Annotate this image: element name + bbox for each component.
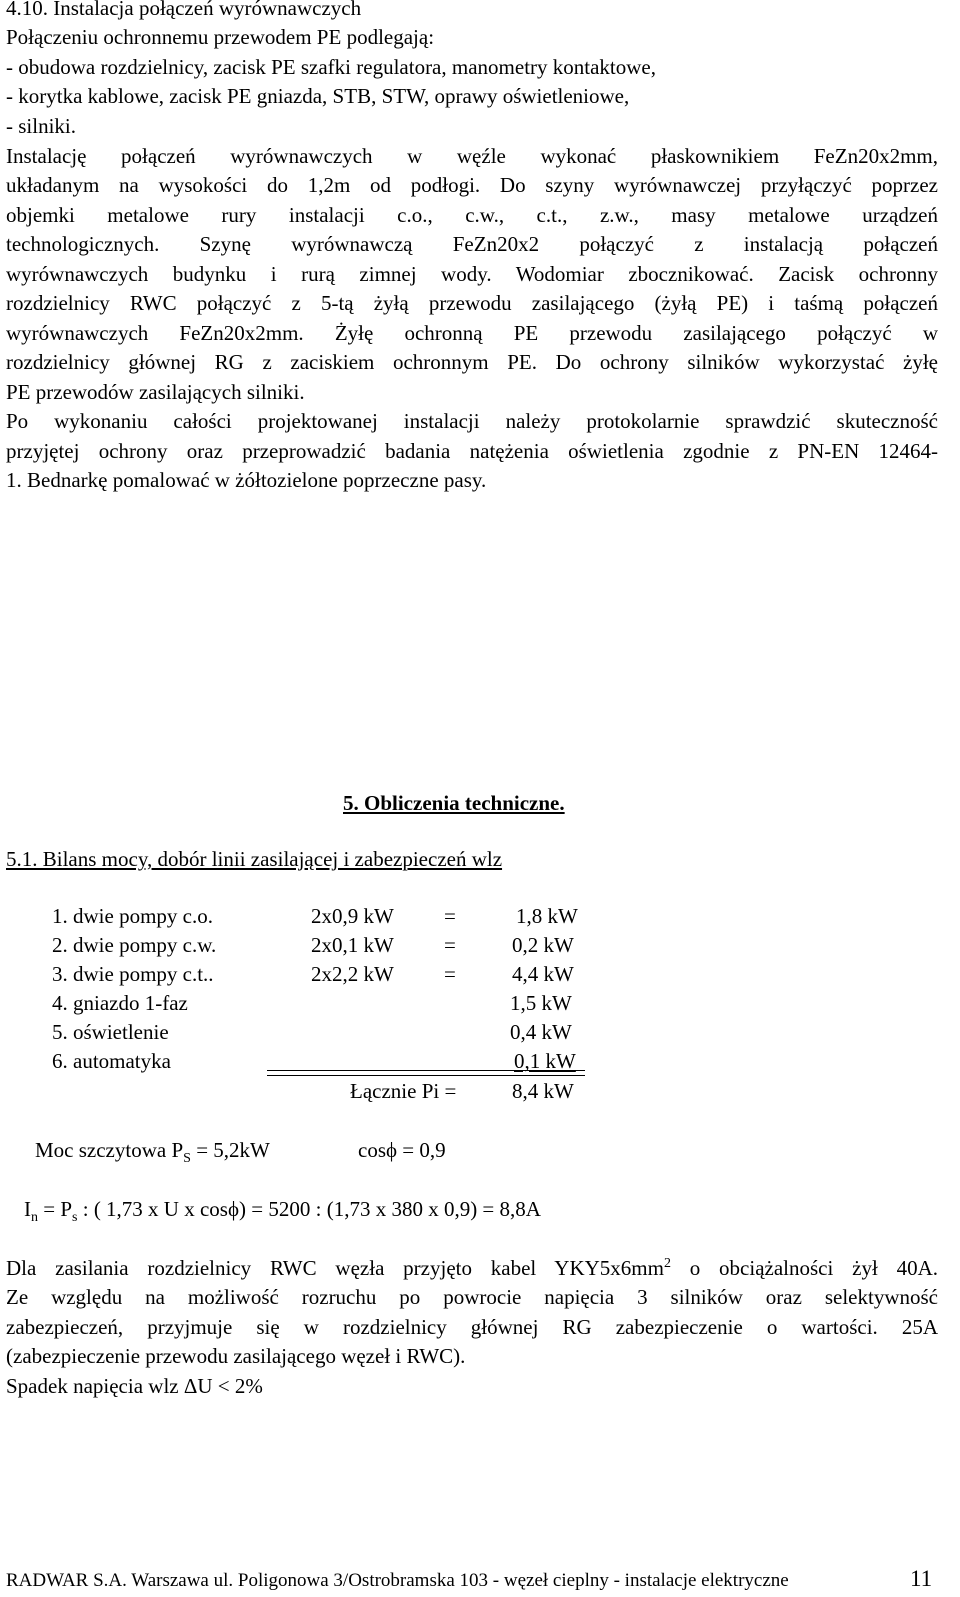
current-formula [24,1197,541,1226]
cable-after: o obciążalności żył 40A. [670,1256,938,1280]
paragraph-line: zabezpieczeń, przyjmuje się w rozdzielnicy głównej RG zabezpieczenie o wartości. 25A [6,1315,938,1339]
paragraph-line: wyrównawczych FeZn20x2mm. Żyłę ochronną PE przewodu zasilającego połączyć w [6,321,938,345]
paragraph-line: wyrównawczych budynku i rurą zimnej wody. Wodomiar zbocznikować. Zacisk ochronny [6,262,938,286]
item-value: 1,5 kW [510,991,572,1015]
item-value: 0,1 kW [514,1049,576,1073]
item-name: 4. gniazdo 1-faz [52,991,188,1015]
intro-text [6,25,434,50]
paragraph-line: Po wykonaniu całości projektowanej instalacji należy protokolarnie sprawdzić skuteczność [6,409,938,433]
item-formula: 2x2,2 kW [311,962,394,986]
item-value: 1,8 kW [516,904,578,928]
item-eq: = [444,904,456,928]
total-value: 8,4 kW [512,1079,574,1103]
paragraph-line: (zabezpieczenie przewodu zasilającego węzeł i RWC). [6,1344,466,1368]
paragraph-line: Instalację połączeń wyrównawczych w węźle wykonać płaskownikiem FeZn20x2mm, [6,144,938,168]
item-value: 0,2 kW [512,933,574,957]
peak-value: = 5,2kW [190,1138,270,1162]
peak-power [35,1138,270,1167]
current-p-sub: s [72,1210,78,1226]
paragraph-line: 1. Bednarkę pomalować w żółtozielone poprzeczne pasy. [6,468,487,492]
item-formula: 2x0,1 kW [311,933,394,957]
item-eq: = [444,933,456,957]
item-name: 2. dwie pompy c.w. [52,933,217,957]
cable-sup: 2 [663,1256,671,1271]
total-label: Łącznie Pi = [350,1079,457,1103]
item-formula: 2x0,9 kW [311,904,394,928]
cable-line [6,1256,938,1281]
paragraph-line: rozdzielnicy RWC połączyć z 5-tą żyłą przewodu zasilającego (żyłą PE) i taśmą połączeń [6,291,938,315]
voltage-drop: Spadek napięcia wlz ΔU < 2% [6,1374,263,1398]
bullet-item: - silniki. [6,114,77,138]
item-value: 4,4 kW [512,962,574,986]
paragraph-line: Ze względu na możliwość rozruchu po powrocie napięcia 3 silników oraz selektywność [6,1285,938,1309]
item-eq: = [444,962,456,986]
bullet-item: - obudowa rozdzielnicy, zacisk PE szafki regulatora, manometry kontaktowe, [6,55,656,79]
item-name: 1. dwie pompy c.o. [52,904,213,928]
peak-label: Moc szczytowa P [35,1138,184,1162]
paragraph-line: objemki metalowe rury instalacji c.o., c.w., c.t., z.w., masy metalowe urządzeń [6,203,938,227]
current-mid: = P [38,1197,73,1221]
item-name: 6. automatyka [52,1049,171,1073]
paragraph-line: przyjętej ochrony oraz przeprowadzić badania natężenia oświetlenia zgodnie z PN-EN 12464- [6,439,938,463]
peak-cos: cosϕ = 0,9 [358,1138,446,1162]
page-number: 11 [910,1566,933,1591]
paragraph-line: układanym na wysokości do 1,2m od podłogi. Do szyny wyrównawczej przyłączyć poprzez [6,173,938,197]
paragraph-line: PE przewodów zasilających silniki. [6,380,305,404]
section-5-heading: 5. Obliczenia techniczne. [343,791,565,815]
current-rest: : ( 1,73 x U x cosϕ) = 5200 : (1,73 x 380 x 0,9) = 8,8A [77,1197,541,1221]
bullet-item: - korytka kablowe, zacisk PE gniazda, STB, STW, oprawy oświetleniowe, [6,84,630,108]
intro-text-label: Połączeniu ochronnemu przewodem PE podlegają: [6,25,435,49]
paragraph-line: rozdzielnicy głównej RG z zaciskiem ochronnym PE. Do ochrony silników wykorzystać żyłę [6,350,938,374]
item-name: 5. oświetlenie [52,1020,169,1044]
sum-rule [267,1070,585,1076]
peak-sub: S [183,1151,191,1167]
subsection-heading: 5.1. Bilans mocy, dobór linii zasilającej i zabezpieczeń wlz [6,847,503,871]
item-name: 3. dwie pompy c.t.. [52,962,214,986]
cable-before: Dla zasilania rozdzielnicy RWC węzła przyjęto kabel YKY5x6mm [6,1256,664,1280]
current-i: I [24,1197,31,1221]
item-value: 0,4 kW [510,1020,572,1044]
section-heading: 4.10. Instalacja połączeń wyrównawczych [6,0,362,20]
footer-text: RADWAR S.A. Warszawa ul. Poligonowa 3/Ostrobramska 103 - węzeł cieplny - instalacje elektryczne [6,1570,789,1591]
paragraph-line: technologicznych. Szynę wyrównawczą FeZn20x2 połączyć z instalacją połączeń [6,232,938,256]
current-i-sub: n [31,1210,38,1226]
